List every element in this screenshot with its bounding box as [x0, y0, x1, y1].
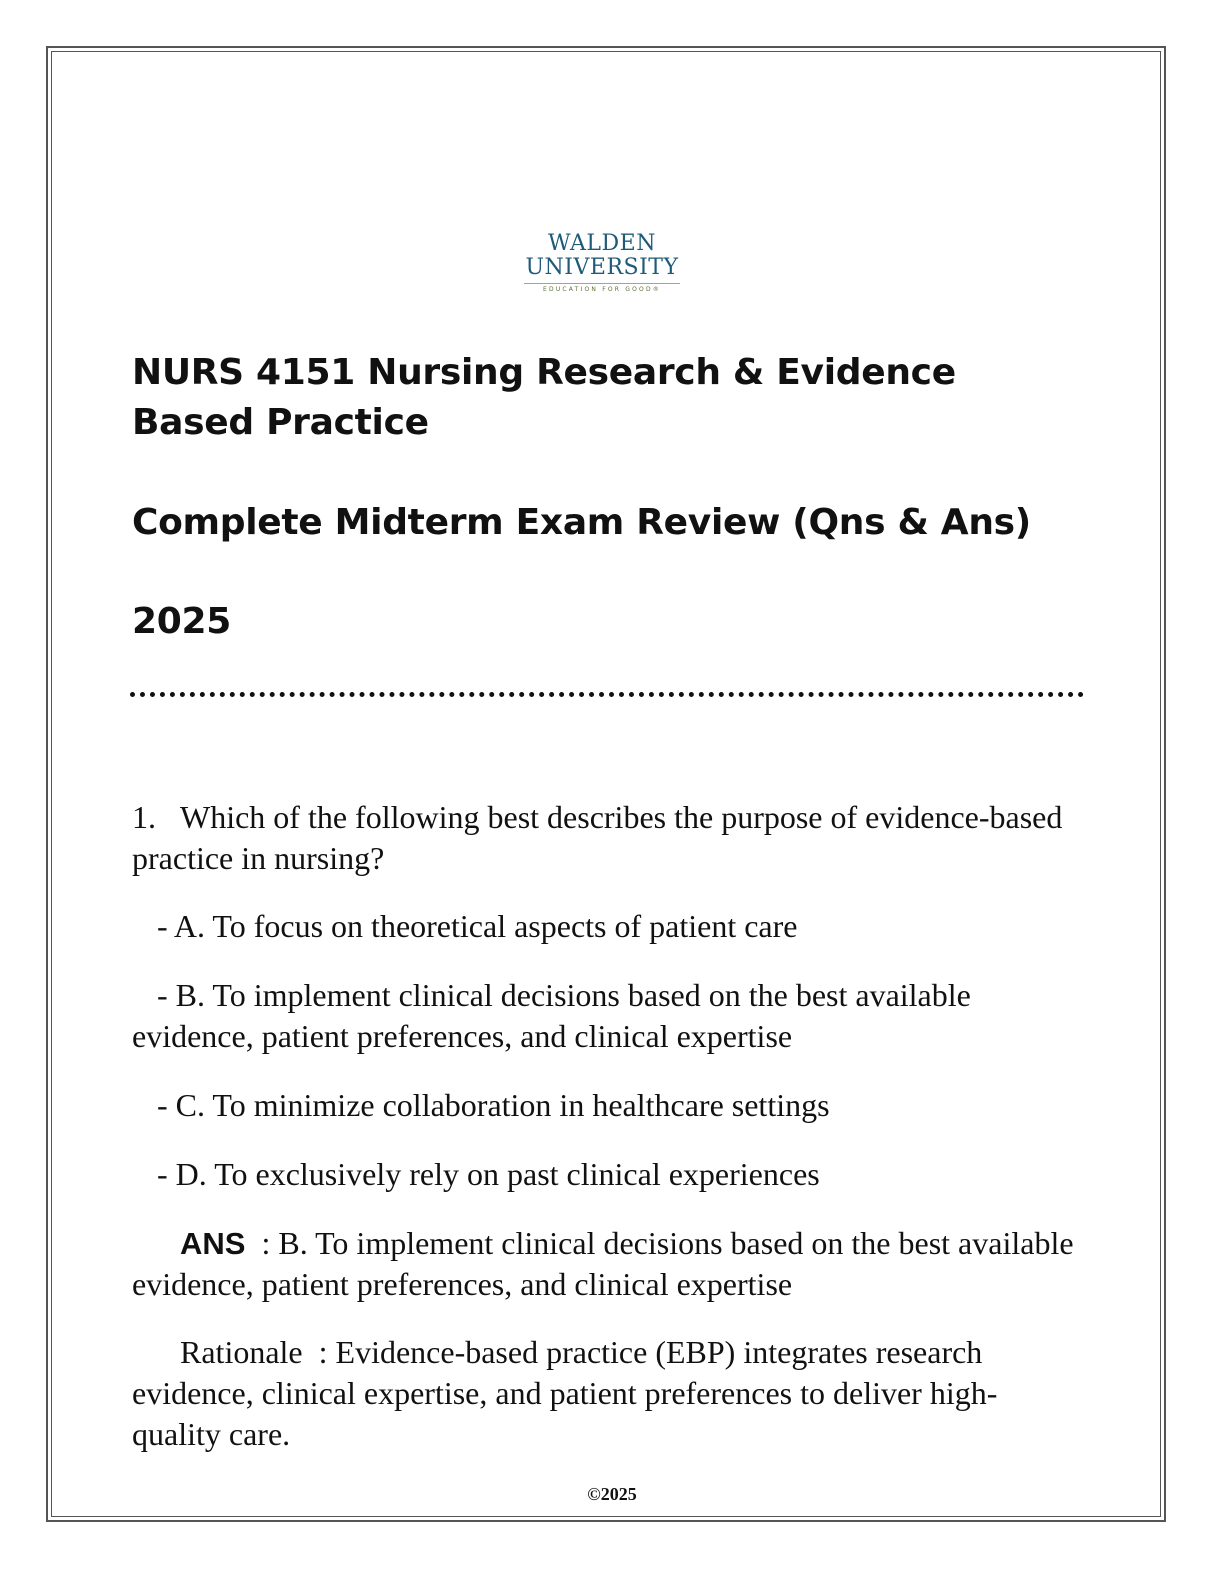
answer-text: : B. To implement clinical decisions based on the best available evidence, patient preferences, and clinical expertise: [132, 1225, 1074, 1302]
answer-label: ANS: [180, 1226, 246, 1261]
option-c: [132, 1085, 1107, 1126]
option-b-marker: - B.: [157, 977, 205, 1013]
dotted-divider: [130, 692, 1084, 697]
rationale-label: Rationale: [180, 1334, 303, 1370]
document-year: 2025: [132, 601, 231, 642]
logo-line-university: UNIVERSITY: [525, 255, 679, 280]
question-text: Which of the following best describes the purpose of evidence-based practice in nursing?: [132, 799, 1063, 876]
walden-university-logo: [520, 232, 684, 294]
option-d-marker: - D.: [157, 1156, 207, 1192]
question-number: 1.: [132, 799, 156, 835]
logo-line-walden: WALDEN: [548, 231, 656, 256]
option-d: [132, 1154, 1107, 1195]
option-d-text: To exclusively rely on past clinical experiences: [214, 1156, 820, 1192]
rationale-text: : Evidence-based practice (EBP) integrates research evidence, clinical expertise, and patient preferences to deliver high-quality care.: [132, 1334, 998, 1452]
option-a-text: To focus on theoretical aspects of patient care: [212, 908, 798, 944]
document-subtitle: Complete Midterm Exam Review (Qns & Ans): [132, 502, 1031, 543]
option-b-text: To implement clinical decisions based on the best available evidence, patient preferences, and clinical expertise: [132, 977, 971, 1054]
option-a-marker: - A.: [157, 908, 205, 944]
option-c-text: To minimize collaboration in healthcare settings: [212, 1087, 830, 1123]
option-c-marker: - C.: [157, 1087, 205, 1123]
copyright-footer: ©2025: [587, 1484, 637, 1504]
option-b: [132, 975, 1082, 1057]
logo-tagline: EDUCATION FOR GOOD®: [543, 286, 661, 293]
rationale: [132, 1332, 1082, 1455]
question-1: [132, 797, 1082, 879]
answer: [132, 1223, 1082, 1305]
logo-rule: [524, 283, 680, 284]
document-title: NURS 4151 Nursing Research & Evidence Based Practice: [132, 352, 956, 443]
option-a: [132, 906, 1107, 947]
